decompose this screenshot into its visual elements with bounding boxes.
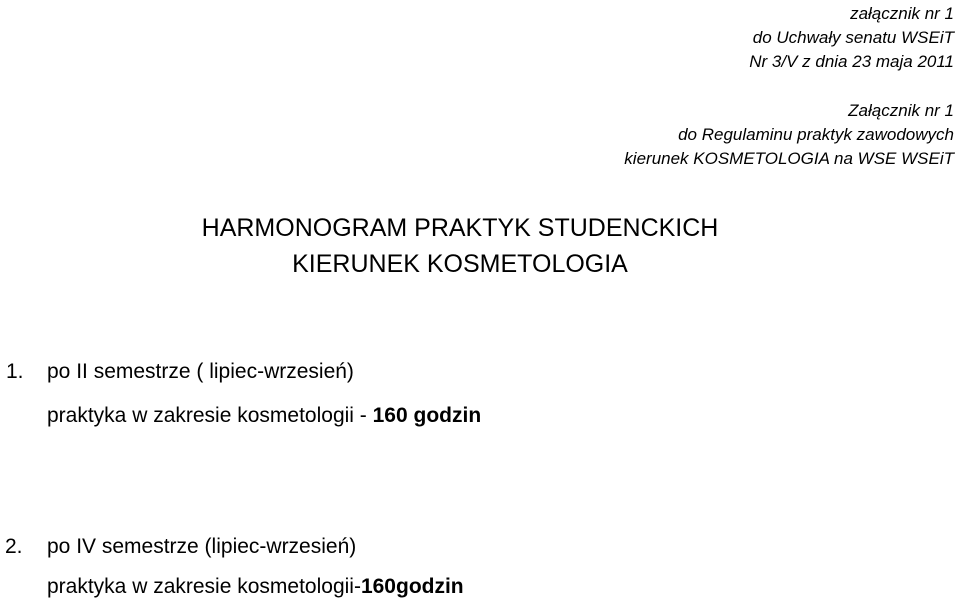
- attachment-line: kierunek KOSMETOLOGIA na WSE WSEiT: [624, 149, 954, 168]
- schedule-item-period: po II semestrze ( lipiec-wrzesień): [47, 360, 354, 383]
- practice-hours: 160godzin: [360, 575, 464, 598]
- schedule-item-heading: [0, 532, 356, 562]
- practice-scope: praktyka w zakresie kosmetologii-: [47, 575, 361, 598]
- attachment-line: Nr 3/V z dnia 23 maja 2011: [749, 52, 954, 71]
- schedule-item-heading: [0, 357, 354, 387]
- schedule-item-period: po IV semestrze (lipiec-wrzesień): [47, 535, 357, 558]
- attachment-line: do Uchwały senatu WSEiT: [752, 28, 954, 47]
- senate-resolution-attachment-note: [749, 2, 954, 74]
- schedule-item-number: 1.: [6, 360, 24, 383]
- attachment-line: załącznik nr 1: [850, 4, 954, 23]
- practice-scope: praktyka w zakresie kosmetologii -: [47, 404, 373, 427]
- schedule-item-description: [47, 572, 464, 602]
- practice-hours: 160 godzin: [372, 404, 482, 427]
- document-subtitle: KIERUNEK KOSMETOLOGIA: [292, 250, 628, 278]
- regulation-attachment-note: [624, 99, 954, 171]
- attachment-line: do Regulaminu praktyk zawodowych: [678, 125, 954, 144]
- attachment-line: Załącznik nr 1: [848, 101, 954, 120]
- schedule-item-number: 2.: [5, 535, 23, 558]
- document-title: HARMONOGRAM PRAKTYK STUDENCKICH: [201, 214, 719, 242]
- schedule-item-description: [47, 401, 481, 431]
